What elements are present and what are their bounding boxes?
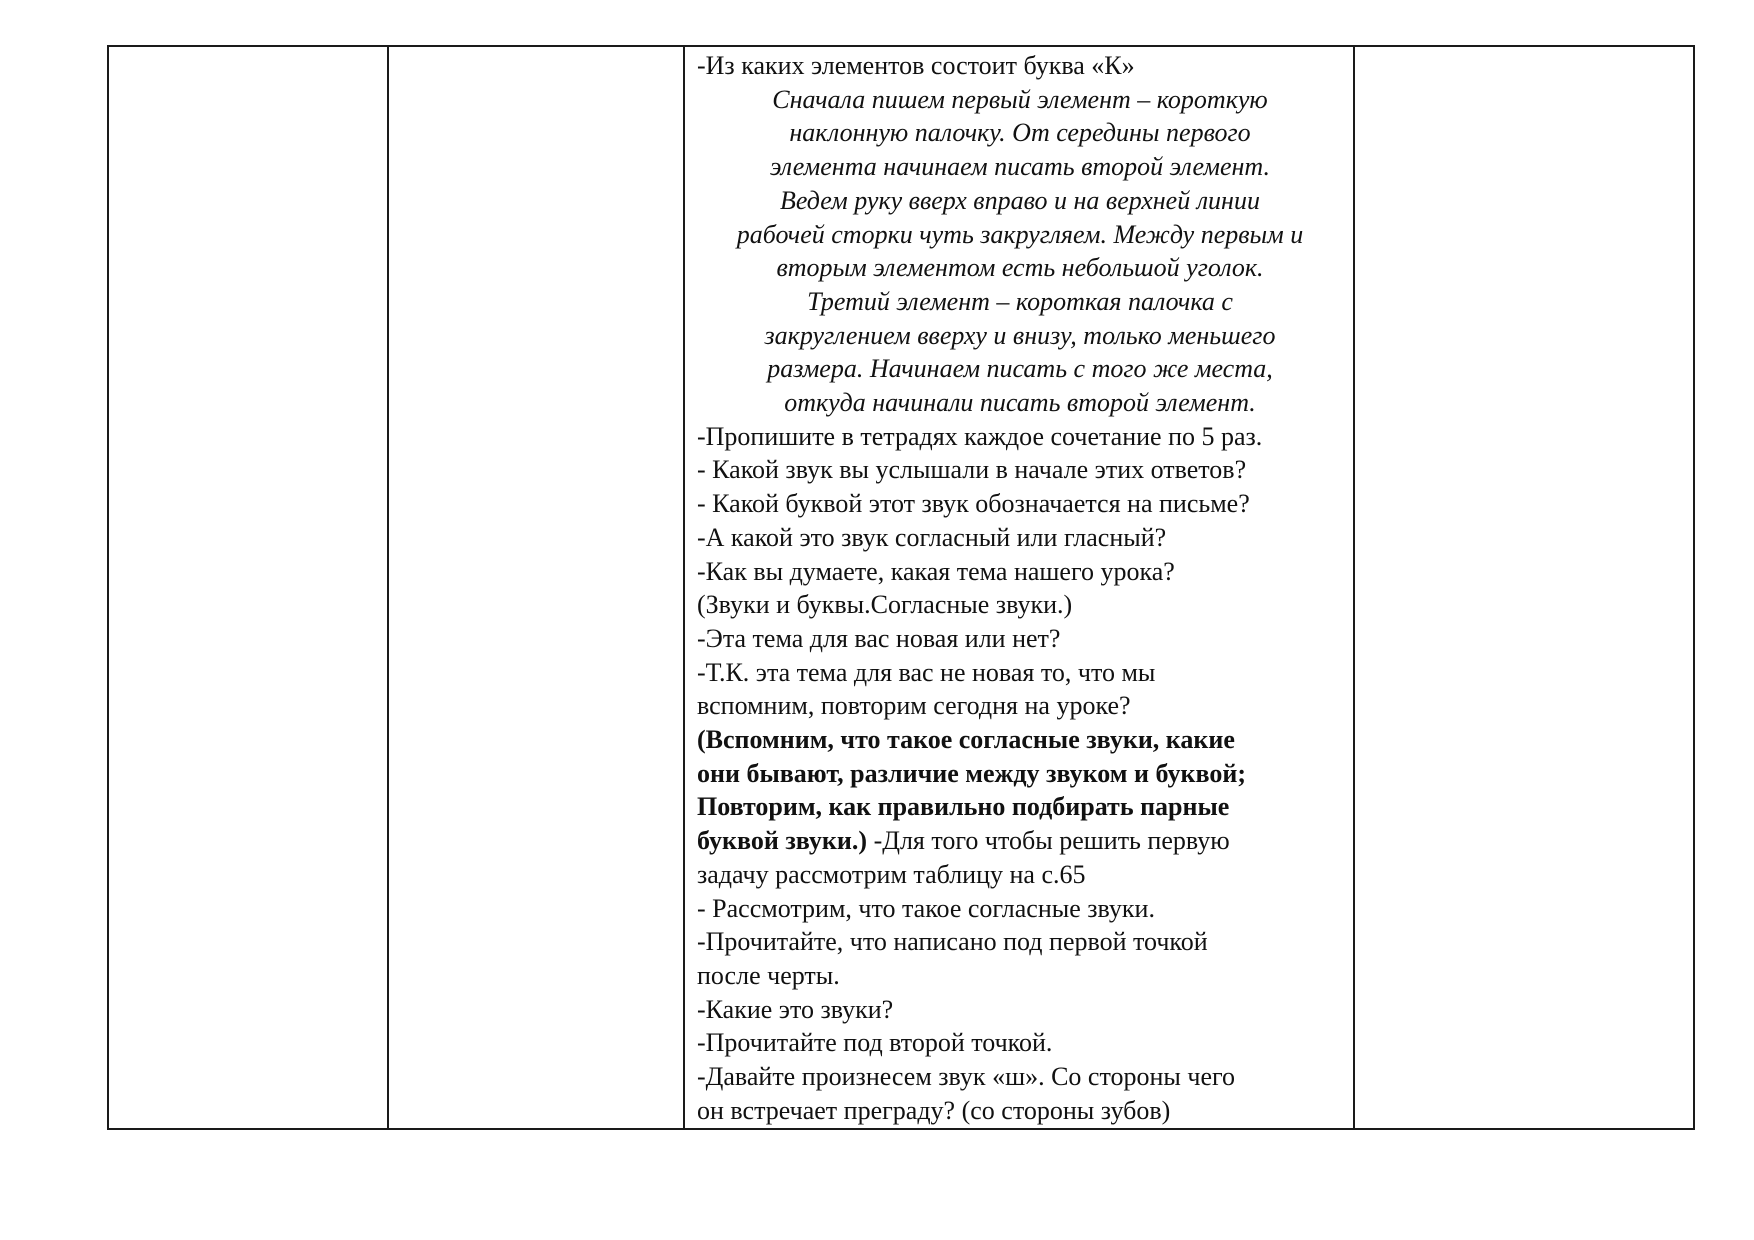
text-line: -Эта тема для вас новая или нет? bbox=[697, 623, 1061, 653]
text-line: -Какие это звуки? bbox=[697, 994, 894, 1024]
text-line: они бывают, различие между звуком и буквой; bbox=[697, 758, 1246, 788]
text-line: -Из каких элементов состоит буква «К» bbox=[697, 51, 1135, 80]
text-line: задачу рассмотрим таблицу на с.65 bbox=[697, 859, 1086, 889]
text-line: откуда начинали писать второй элемент. bbox=[784, 388, 1256, 418]
text-line: -Пропишите в тетрадях каждое сочетание по 5 раз. bbox=[697, 421, 1263, 451]
text-line: после черты. bbox=[697, 960, 840, 990]
lesson-plan-table bbox=[107, 45, 1695, 1130]
text-line: вспомним, повторим сегодня на уроке? bbox=[697, 691, 1131, 721]
text-line: вторым элементом есть небольшой уголок. bbox=[776, 253, 1264, 283]
text-line: (Вспомним, что такое согласные звуки, какие bbox=[697, 725, 1235, 755]
text-line: закруглением вверху и внизу, только меньшего bbox=[764, 320, 1276, 350]
text-line: наклонную палочку. От середины первого bbox=[789, 118, 1251, 148]
text-line: - Какой звук вы услышали в начале этих ответов? bbox=[697, 455, 1247, 485]
lesson-text bbox=[685, 47, 1353, 1128]
text-line: он встречает преграду? (со стороны зубов) bbox=[697, 1095, 1171, 1125]
table-cell-3 bbox=[684, 46, 1354, 1129]
table-cell-4 bbox=[1354, 46, 1694, 1129]
text-line: -Давайте произнесем звук «ш». Со стороны чего bbox=[697, 1062, 1236, 1092]
text-line: -А какой это звук согласный или гласный? bbox=[697, 522, 1167, 552]
text-line: элемента начинаем писать второй элемент. bbox=[769, 152, 1271, 182]
text-line: Ведем руку вверх вправо и на верхней линии bbox=[780, 185, 1260, 215]
text-line: рабочей сторки чуть закругляем. Между первым и bbox=[736, 219, 1304, 249]
text-line: Повторим, как правильно подбирать парные bbox=[697, 792, 1230, 822]
bold-text: буквой звуки.) bbox=[697, 826, 868, 856]
table-cell-1 bbox=[108, 46, 388, 1129]
text-line bbox=[697, 824, 1343, 858]
regular-text: -Для того чтобы решить первую bbox=[867, 826, 1230, 856]
text-line: размера. Начинаем писать с того же места, bbox=[767, 354, 1273, 384]
text-line: -Как вы думаете, какая тема нашего урока? bbox=[697, 556, 1175, 586]
text-line: -Т.К. эта тема для вас не новая то, что мы bbox=[697, 657, 1156, 687]
table-row bbox=[108, 46, 1694, 1129]
text-line: - Какой буквой этот звук обозначается на письме? bbox=[697, 489, 1250, 519]
text-line: - Рассмотрим, что такое согласные звуки. bbox=[697, 893, 1155, 923]
text-line: -Прочитайте, что написано под первой точкой bbox=[697, 927, 1208, 957]
text-line: (Звуки и буквы.Согласные звуки.) bbox=[697, 590, 1073, 620]
text-line: -Прочитайте под второй точкой. bbox=[697, 1028, 1053, 1058]
text-line: Третий элемент – короткая палочка с bbox=[807, 286, 1233, 316]
text-line: Сначала пишем первый элемент – короткую bbox=[772, 84, 1268, 114]
table-cell-2 bbox=[388, 46, 684, 1129]
